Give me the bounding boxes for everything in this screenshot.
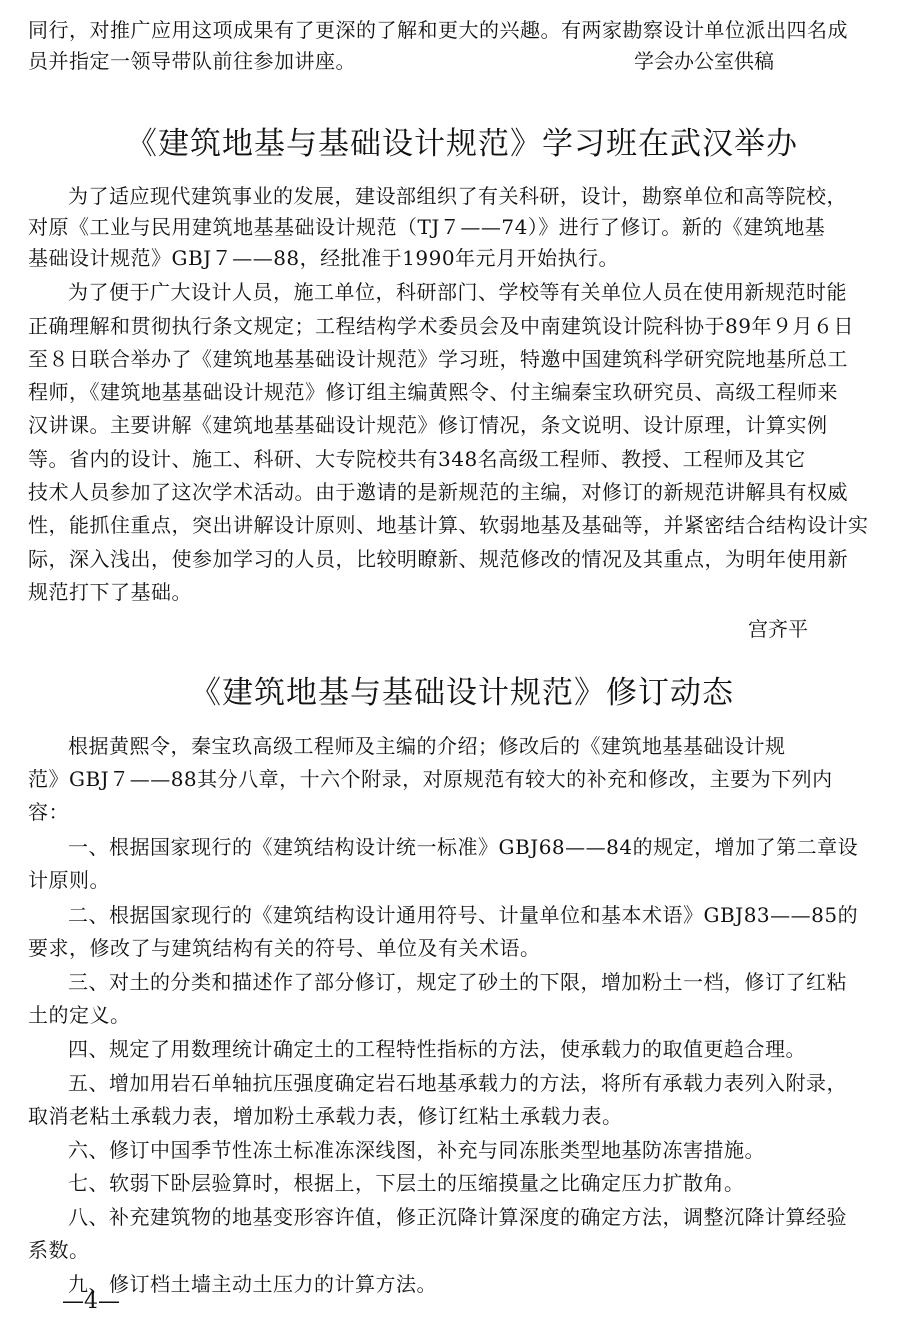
article1-line-1: 为了适应现代建筑事业的发展，建设部组织了有关科研，设计，勘察单位和高等院校，	[68, 184, 847, 208]
article2-line-8: 三、对土的分类和描述作了部分修订，规定了砂土的下限，增加粉土一档，修订了红粘	[68, 970, 847, 994]
article2-line-2: 范》GBJ７——88其分八章，十六个附录，对原规范有较大的补充和修改，主要为下列内	[28, 767, 833, 791]
article2-line-4: 一、根据国家现行的《建筑结构设计统一标准》GBJ68——84的规定，增加了第二章设	[68, 835, 859, 859]
article2-title: 《建筑地基与基础设计规范》修订动态	[190, 675, 734, 711]
article1-line-11: 性，能抓住重点，突出讲解设计原则、地基计算、软弱地基及基础等，并紧密结合结构设计实	[28, 513, 869, 537]
intro-signature: 学会办公室供稿	[634, 49, 774, 73]
article1-line-6: 至８日联合举办了《建筑地基基础设计规范》学习班，特邀中国建筑科学研究院地基所总工	[28, 347, 848, 371]
article2-line-16: 系数。	[28, 1238, 90, 1262]
article1-line-9: 等。省内的设计、施工、科研、大专院校共有348名高级工程师、教授、工程师及其它	[28, 447, 806, 471]
article2-line-9: 土的定义。	[28, 1003, 131, 1027]
article1-line-2: 对原《工业与民用建筑地基基础设计规范（TJ７——74）》进行了修订。新的《建筑地基	[28, 215, 826, 239]
intro-line-1: 同行，对推广应用这项成果有了更深的了解和更大的兴趣。有两家勘察设计单位派出四名成	[28, 18, 848, 42]
article1-line-13: 规范打下了基础。	[28, 580, 192, 604]
article2-line-10: 四、规定了用数理统计确定土的工程特性指标的方法，使承载力的取值更趋合理。	[68, 1037, 806, 1061]
article2-line-5: 计原则。	[28, 868, 110, 892]
article2-line-6: 二、根据国家现行的《建筑结构设计通用符号、计量单位和基本术语》GBJ83——85的	[68, 903, 859, 927]
article2-line-13: 六、修订中国季节性冻土标准冻深线图，补充与同冻胀类型地基防冻害措施。	[68, 1138, 765, 1162]
article2-line-15: 八、补充建筑物的地基变形容许值，修正沉降计算深度的确定方法，调整沉降计算经验	[68, 1205, 847, 1229]
article1-line-8: 汉讲课。主要讲解《建筑地基基础设计规范》修订情况，条文说明、设计原理，计算实例	[28, 413, 828, 437]
intro-line-2: 员并指定一领导带队前往参加讲座。	[28, 49, 356, 73]
article1-line-12: 际，深入浅出，使参加学习的人员，比较明瞭新、规范修改的情况及其重点，为明年使用新	[28, 547, 848, 571]
article2-line-7: 要求，修改了与建筑结构有关的符号、单位及有关术语。	[28, 936, 541, 960]
article1-line-7: 程师，《建筑地基基础设计规范》修订组主编黄熙令、付主编秦宝玖研究员、高级工程师来	[28, 380, 838, 404]
article2-line-12: 取消老粘土承载力表，增加粉土承载力表，修订红粘土承载力表。	[28, 1104, 623, 1128]
article2-line-11: 五、增加用岩石单轴抗压强度确定岩石地基承载力的方法，将所有承载力表列入附录，	[68, 1071, 847, 1095]
article2-line-14: 七、软弱下卧层验算时，根据上，下层土的压缩摸量之比确定压力扩散角。	[68, 1171, 745, 1195]
article1-line-3: 基础设计规范》GBJ７——88，经批准于1990年元月开始执行。	[28, 246, 620, 270]
article1-signature: 宫齐平	[748, 617, 808, 641]
article1-line-4: 为了便于广大设计人员，施工单位，科研部门、学校等有关单位人员在使用新规范时能	[68, 280, 847, 304]
article2-line-17: 九、修订档土墙主动土压力的计算方法。	[68, 1272, 437, 1296]
page-number: —4—	[62, 1289, 120, 1314]
article2-line-1: 根据黄熙令，秦宝玖高级工程师及主编的介绍；修改后的《建筑地基基础设计规	[68, 734, 786, 758]
article1-title: 《建筑地基与基础设计规范》学习班在武汉举办	[126, 126, 798, 162]
article1-line-5: 正确理解和贯彻执行条文规定；工程结构学术委员会及中南建筑设计院科协于89年９月６日	[28, 314, 854, 338]
article1-line-10: 技术人员参加了这次学术活动。由于邀请的是新规范的主编，对修订的新规范讲解具有权威	[28, 480, 848, 504]
article2-line-3: 容：	[28, 800, 69, 824]
